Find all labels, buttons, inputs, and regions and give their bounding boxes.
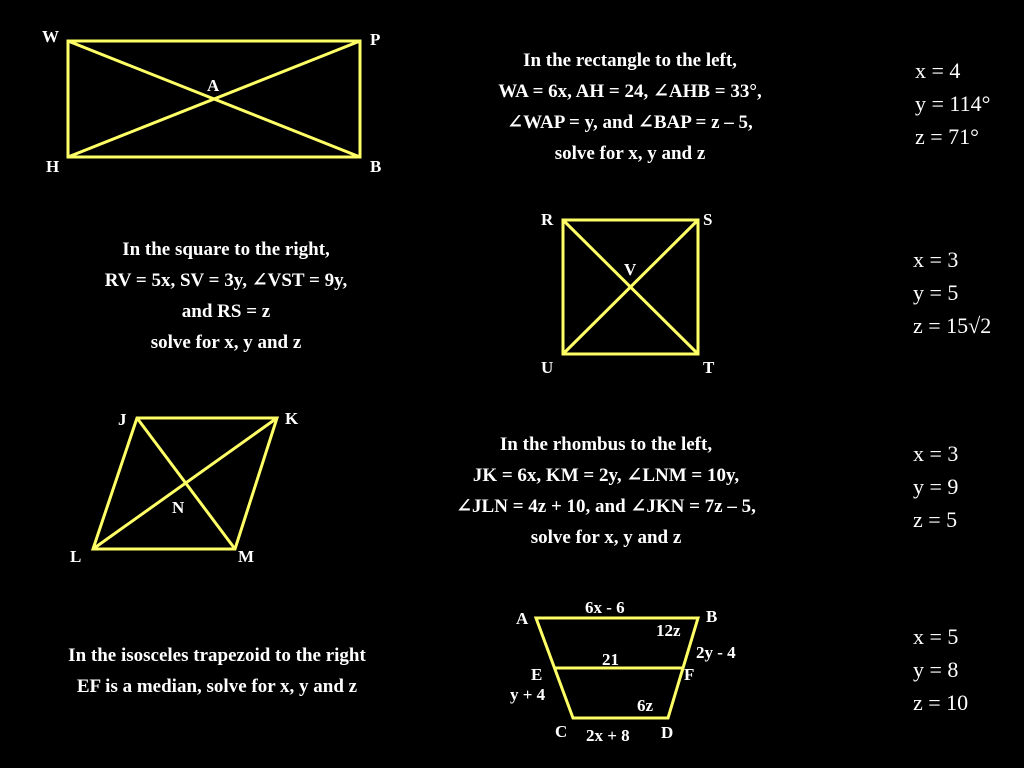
square-figure: [563, 220, 698, 354]
square-answer-x: x = 3: [913, 247, 959, 272]
rectangle-problem-line-2: WA = 6x, AH = 24, ∠AHB = 33°,: [498, 81, 762, 102]
trapezoid-answers: [913, 620, 968, 719]
rhombus-problem-line-4: solve for x, y and z: [530, 527, 682, 548]
square-problem-line-3: and RS = z: [181, 301, 271, 322]
rhombus-problem-line-3: ∠JLN = 4z + 10, and ∠JKN = 7z – 5,: [456, 496, 756, 517]
label-v: V: [624, 260, 637, 279]
label-r: R: [541, 210, 554, 229]
square-problem-line-4: solve for x, y and z: [150, 332, 302, 353]
square-answers: [913, 243, 991, 342]
label-trap-b: B: [706, 607, 718, 626]
label-t: T: [703, 358, 715, 377]
rectangle-answer-y: y = 114°: [915, 91, 991, 116]
label-6z: 6z: [637, 696, 654, 715]
trapezoid-answer-z: z = 10: [913, 690, 969, 715]
label-l: L: [70, 547, 82, 566]
square-answer-y: y = 5: [913, 280, 959, 305]
label-median-21: 21: [602, 650, 619, 669]
label-p: P: [370, 30, 381, 49]
label-bottom-2x-8: 2x + 8: [586, 726, 630, 745]
rhombus-diagonal-kl: [93, 418, 277, 549]
label-j: J: [118, 410, 127, 429]
label-s: S: [703, 210, 713, 229]
rhombus-problem-line-2: JK = 6x, KM = 2y, ∠LNM = 10y,: [472, 465, 740, 486]
label-trap-a: A: [516, 609, 529, 628]
label-12z: 12z: [656, 621, 681, 640]
rectangle-answer-z: z = 71°: [915, 124, 979, 149]
rhombus-problem: [400, 429, 812, 553]
label-w: W: [42, 27, 59, 46]
rectangle-answer-x: x = 4: [915, 58, 961, 83]
rectangle-problem-line-4: solve for x, y and z: [554, 143, 706, 164]
square-answer-z: z = 15√2: [913, 313, 992, 338]
square-problem-line-1: In the square to the right,: [122, 239, 330, 260]
label-b: B: [370, 157, 382, 176]
rhombus-problem-line-1: In the rhombus to the left,: [499, 434, 713, 455]
rectangle-problem-line-1: In the rectangle to the left,: [523, 50, 737, 71]
label-k: K: [285, 409, 299, 428]
label-trap-d: D: [661, 723, 674, 742]
trapezoid-problem-line-2: EF is a median, solve for x, y and z: [76, 676, 358, 697]
label-trap-c: C: [555, 722, 568, 741]
rhombus-answer-y: y = 9: [913, 474, 959, 499]
square-problem: [36, 234, 416, 358]
rhombus-answer-x: x = 3: [913, 441, 959, 466]
rhombus-answer-z: z = 5: [913, 507, 958, 532]
rhombus-figure: [93, 418, 277, 549]
label-2y-4: 2y - 4: [696, 643, 736, 662]
trapezoid-problem: [12, 640, 422, 702]
label-trap-f: F: [684, 665, 695, 684]
rectangle-problem-line-3: ∠WAP = y, and ∠BAP = z – 5,: [507, 112, 753, 133]
label-u: U: [541, 358, 554, 377]
label-y-4: y + 4: [510, 685, 546, 704]
trapezoid-problem-line-1: In the isosceles trapezoid to the right: [68, 645, 366, 666]
trapezoid-answer-y: y = 8: [913, 657, 959, 682]
square-problem-line-2: RV = 5x, SV = 3y, ∠VST = 9y,: [104, 270, 348, 291]
label-a: A: [207, 76, 220, 95]
label-n: N: [172, 498, 185, 517]
label-h: H: [46, 157, 60, 176]
rectangle-figure: [68, 41, 360, 157]
rectangle-problem: [440, 45, 820, 169]
label-top-6x-6: 6x - 6: [585, 598, 625, 617]
rectangle-answers: [915, 54, 990, 153]
rhombus-answers: [913, 437, 958, 536]
trapezoid-answer-x: x = 5: [913, 624, 959, 649]
label-trap-e: E: [531, 665, 543, 684]
label-m: M: [238, 547, 255, 566]
